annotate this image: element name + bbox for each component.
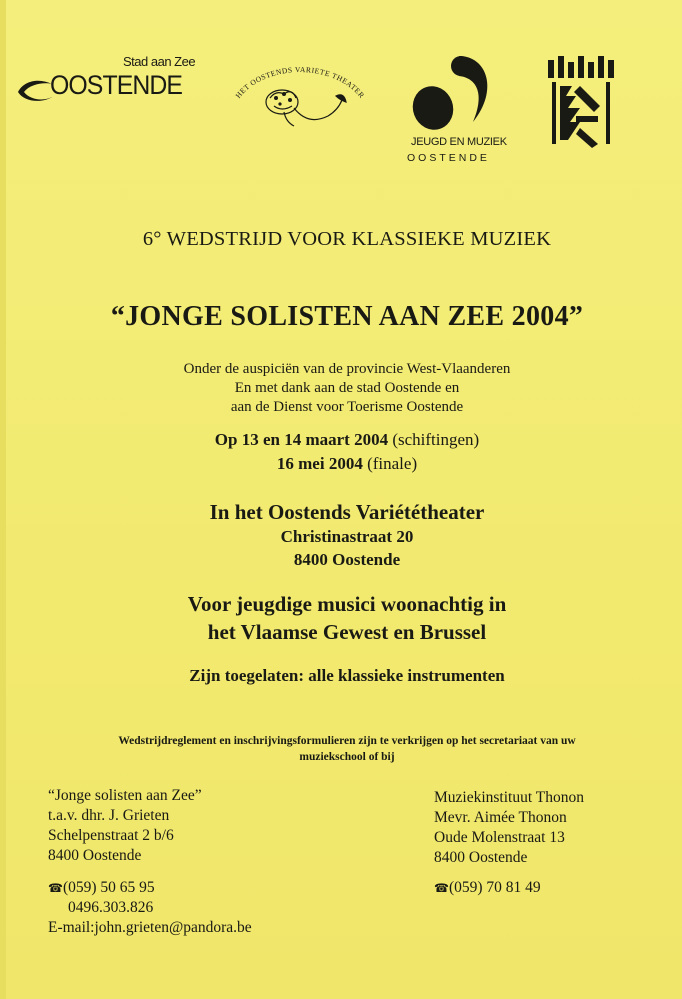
jeugd-city: OOSTENDE <box>407 152 490 164</box>
dates-preliminaries-note: (schiftingen) <box>388 430 480 449</box>
contact-left-phone: (059) 50 65 95 <box>62 879 155 896</box>
contact-left-city: 8400 Oostende <box>48 847 142 864</box>
contact-left-mobile: 0496.303.826 <box>68 899 154 916</box>
auspices-line: En met dank aan de stad Oostende en <box>234 380 460 396</box>
theater-logo <box>224 62 376 152</box>
dates-final-bold: 16 mei 2004 <box>276 454 363 473</box>
audience-line: Voor jeugdige musici woonachtig in <box>187 592 507 616</box>
telephone-icon: ☎ <box>434 881 449 895</box>
venue-city: 8400 Oostende <box>293 550 401 569</box>
contact-right-city: 8400 Oostende <box>434 849 528 866</box>
telephone-icon: ☎ <box>48 881 63 895</box>
dates-final-note: (finale) <box>362 454 418 473</box>
svg-text:HET OOSTENDS VARIETE THEATER <box>234 65 367 100</box>
contact-left-phones <box>48 878 252 938</box>
auspices-line: aan de Dienst voor Toerisme Oostende <box>230 399 464 415</box>
event-title: “JONGE SOLISTEN AAN ZEE 2004” <box>110 301 584 332</box>
contact-right-name: Muziekinstituut Thonon <box>434 789 584 806</box>
admitted-instruments: Zijn toegelaten: alle klassieke instrumenten <box>189 666 505 685</box>
regulations-line: Wedstrijdreglement en inschrijvingsformulieren zijn te verkrijgen op het secretariaat van uw <box>118 735 576 747</box>
crest-icon <box>546 52 626 152</box>
competition-heading: 6° WEDSTRIJD VOOR KLASSIEKE MUZIEK <box>142 228 552 250</box>
contact-left-attn: t.a.v. dhr. J. Grieten <box>48 807 170 824</box>
dates-preliminaries-bold: Op 13 en 14 maart 2004 <box>214 430 389 449</box>
contact-left-email: E-mail:john.grieten@pandora.be <box>48 919 252 936</box>
contact-right-phone: (059) 70 81 49 <box>448 879 541 896</box>
regulations-line: muziekschool of bij <box>299 751 395 763</box>
music-comma-icon <box>401 50 511 136</box>
contact-right-street: Oude Molenstraat 13 <box>434 829 565 846</box>
jeugd-label: JEUGD EN MUZIEK <box>411 136 507 148</box>
mermaid-icon <box>224 62 376 152</box>
auspices-line: Onder de auspiciën van de provincie West-Vlaanderen <box>183 361 511 377</box>
contact-right-address <box>434 788 584 868</box>
dates-preliminaries <box>6 430 682 450</box>
audience-line: het Vlaamse Gewest en Brussel <box>207 620 487 644</box>
contact-left-address <box>48 786 202 866</box>
oostende-wordmark: OOSTENDE <box>50 70 183 100</box>
contact-left-street: Schelpenstraat 2 b/6 <box>48 827 174 844</box>
oostende-tagline: Stad aan Zee <box>123 54 196 69</box>
province-crest <box>546 52 626 152</box>
venue-street: Christinastraat 20 <box>280 527 414 546</box>
contact-right-attn: Mevr. Aimée Thonon <box>434 809 567 826</box>
contact-right-phones <box>434 878 541 898</box>
jeugd-en-muziek-logo <box>401 50 511 170</box>
theater-arc-text: HET OOSTENDS VARIETE THEATER <box>233 64 367 100</box>
oostende-logo <box>16 52 201 112</box>
contact-left-name: “Jonge solisten aan Zee” <box>48 787 202 804</box>
dates-final <box>6 454 682 474</box>
venue-name: In het Oostends Variététheater <box>209 500 485 524</box>
